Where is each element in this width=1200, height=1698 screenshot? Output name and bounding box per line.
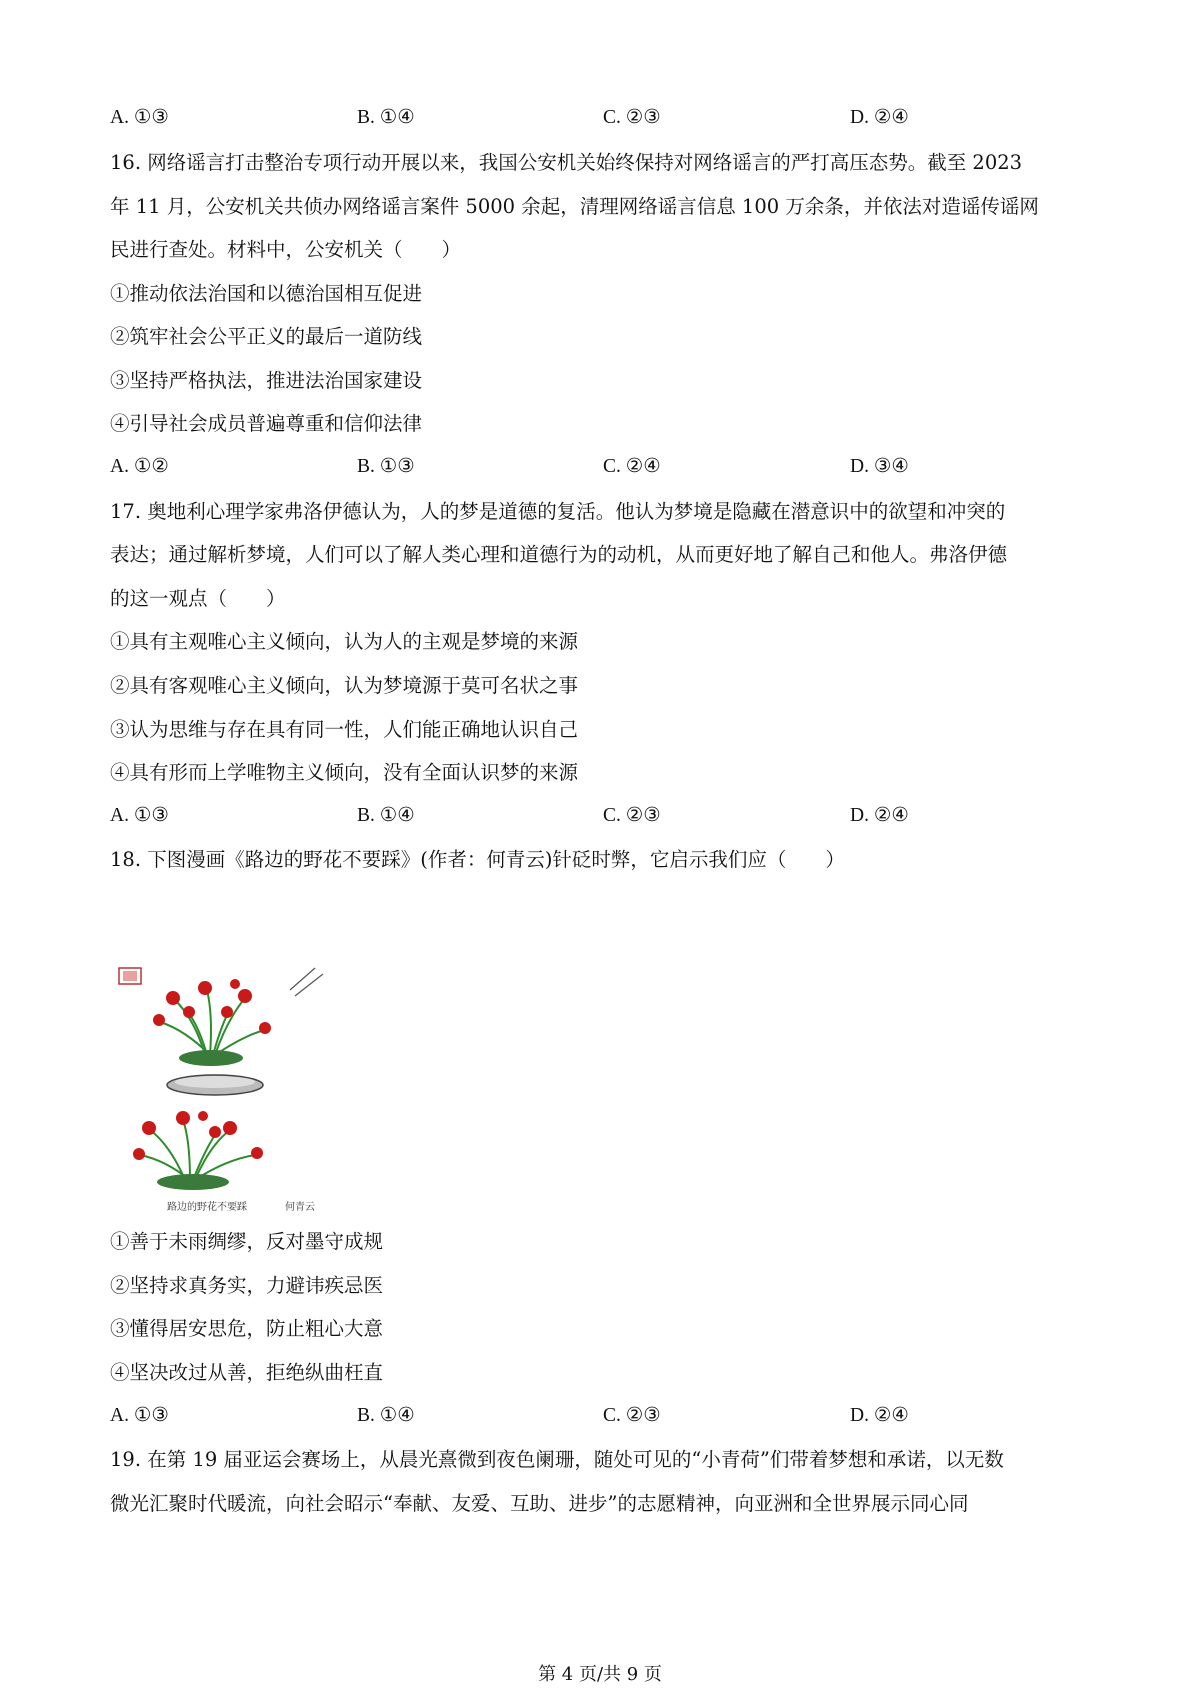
q15-options [110,105,1010,131]
q18-options [110,1403,1010,1429]
q16-item-3: ③坚持严格执法，推进法治国家建设 [110,369,423,392]
q16-item-1: ①推动依法治国和以德治国相互促进 [110,282,423,305]
q17-item-1: ①具有主观唯心主义倾向，认为人的主观是梦境的来源 [110,630,579,653]
q17-item-3: ③认为思维与存在具有同一性，人们能正确地认识自己 [110,718,579,741]
q19-stem-line-1: 19. 在第 19 届亚运会赛场上，从晨光熹微到夜色阑珊，随处可见的“小青荷”们带着梦想和承诺，以无数 [110,1448,1004,1471]
q16-option-a[interactable]: A. ①② [110,456,169,477]
q17-option-c[interactable]: C. ②③ [603,805,661,826]
q18-option-a[interactable]: A. ①③ [110,1405,169,1426]
q17-stem-line-3: 的这一观点（ ） [110,587,286,610]
top-flower-bunch [153,979,271,1066]
page-footer: 第 4 页/共 9 页 [538,1664,662,1685]
q18-option-b[interactable]: B. ①④ [357,1405,415,1426]
q16-stem-line-3: 民进行查处。材料中，公安机关（ ） [110,238,462,261]
q16-item-2: ②筑牢社会公平正义的最后一道防线 [110,325,423,348]
q18-item-4: ④坚决改过从善，拒绝纵曲枉直 [110,1361,384,1384]
q16-options [110,454,1010,480]
q16-option-d[interactable]: D. ③④ [850,456,909,477]
q17-option-a[interactable]: A. ①③ [110,805,169,826]
q16-item-4: ④引导社会成员普遍尊重和信仰法律 [110,412,423,435]
q18-option-c[interactable]: C. ②③ [603,1405,661,1426]
q16-option-b[interactable]: B. ①③ [357,456,415,477]
q18-item-2: ②坚持求真务实，力避讳疾忌医 [110,1274,384,1297]
q18-item-1: ①善于未雨绸缪，反对墨守成规 [110,1230,384,1253]
q16-stem-line-1: 16. 网络谣言打击整治专项行动开展以来，我国公安机关始终保持对网络谣言的严打高压态势。截至 2023 [110,151,1023,174]
q19-stem-line-2: 微光汇聚时代暖流，向社会昭示“奉献、友爱、互助、进步”的志愿精神，向亚洲和全世界展示同心同 [110,1492,969,1515]
q17-stem-line-1: 17. 奥地利心理学家弗洛伊德认为，人的梦是道德的复活。他认为梦境是隐藏在潜意识中的欲望和冲突的 [110,500,1006,523]
q18-option-d[interactable]: D. ②④ [850,1405,909,1426]
bottom-flower-bunch [133,1111,263,1190]
q18-stem-line: 18. 下图漫画《路边的野花不要踩》(作者：何青云)针砭时弊，它启示我们应（ ） [110,848,845,871]
q17-option-d[interactable]: D. ②④ [850,805,909,826]
wildflower-cartoon [115,960,375,1215]
q17-item-4: ④具有形而上学唯物主义倾向，没有全面认识梦的来源 [110,761,579,784]
q17-stem-line-2: 表达；通过解析梦境，人们可以了解人类心理和道德行为的动机，从而更好地了解自己和他人。弗洛伊德 [110,543,1008,566]
q17-option-b[interactable]: B. ①④ [357,805,415,826]
cartoon-caption: 路边的野花不要踩 [167,1202,247,1213]
q15-option-b[interactable]: B. ①④ [357,107,415,128]
q15-option-a[interactable]: A. ①③ [110,107,169,128]
q16-stem-line-2: 年 11 月，公安机关共侦办网络谣言案件 5000 余起，清理网络谣言信息 100 万余条，并依法对造谣传谣网 [110,195,1039,218]
q15-option-d[interactable]: D. ②④ [850,107,909,128]
q18-item-3: ③懂得居安思危，防止粗心大意 [110,1317,384,1340]
q15-option-c[interactable]: C. ②③ [603,107,661,128]
motion-lines [290,968,323,996]
shoe-sole [167,1075,263,1095]
q16-option-c[interactable]: C. ②④ [603,456,661,477]
q17-item-2: ②具有客观唯心主义倾向，认为梦境源于莫可名状之事 [110,674,579,697]
q17-options [110,803,1010,829]
cartoon-author: 何青云 [285,1202,315,1213]
